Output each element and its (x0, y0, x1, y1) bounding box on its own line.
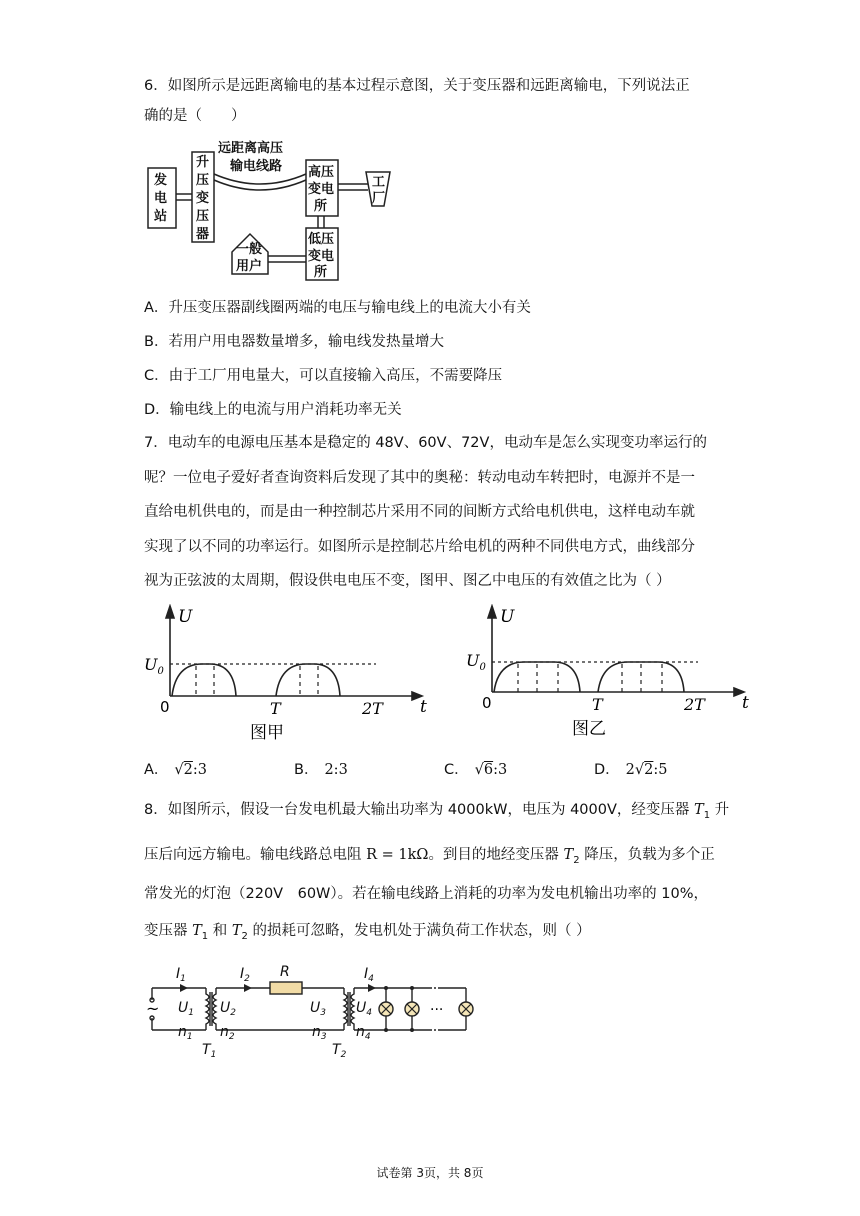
label-i4: $I_4$ (364, 966, 374, 984)
graph-jia-y-label: U (178, 607, 193, 627)
label-r: R (280, 964, 290, 980)
label-u4: $U_4$ (356, 1000, 372, 1018)
graph-jia-origin: 0 (160, 698, 170, 716)
q7-option-b: B． 2:3 (294, 762, 348, 778)
q8-stem-line4: 变压器 $T_1$ 和 $T_2$ 的损耗可忽略，发电机处于满负荷工作状态，则（ ） (144, 923, 591, 942)
label-u3: $U_3$ (310, 1000, 326, 1018)
q7-stem-line5: 视为正弦波的太周期，假设供电电压不变，图甲、图乙中电压的有效值之比为（ ） (144, 573, 671, 589)
graph-jia-u0: $U_0$ (144, 655, 164, 677)
q7-option-d: D． 2√2:5 (594, 762, 668, 778)
hv-substation-line-2: 变电 (308, 182, 335, 197)
step-up-char-1: 升 (196, 155, 210, 170)
graph-jia-tick-2t: 2T (362, 699, 383, 718)
hv-line-label-2: 输电线路 (230, 159, 283, 174)
hv-line-label-1: 远距离高压 (218, 141, 284, 156)
step-up-char-2: 压 (196, 173, 210, 188)
label-n4: $n_4$ (356, 1024, 371, 1042)
hv-substation-line-1: 高压 (308, 165, 335, 180)
q6-power-transmission-diagram (140, 138, 410, 288)
user-line-2: 用户 (236, 259, 263, 274)
label-t1: $T_1$ (202, 1042, 217, 1060)
label-i1: $I_1$ (176, 966, 186, 984)
q7-option-c: C． √6:3 (444, 762, 508, 778)
step-up-char-5: 器 (196, 227, 210, 242)
label-i2: $I_2$ (240, 966, 250, 984)
power-station-char-3: 站 (154, 209, 168, 224)
q7-graph-yi (462, 604, 752, 750)
label-u2: $U_2$ (220, 1000, 236, 1018)
q7-graph-jia (140, 604, 430, 750)
q6-stem-line1: 6．如图所示是远距离输电的基本过程示意图，关于变压器和远距离输电，下列说法正 (144, 78, 690, 94)
q8-stem-line2: 压后向远方输电。输电线路总电阻 R = 1kΩ。到目的地经变压器 $T_2$ 降压，负载为多个正 (144, 847, 715, 866)
lv-substation-line-2: 变电 (308, 249, 335, 264)
step-up-char-3: 变 (196, 191, 210, 206)
graph-yi-tick-t: T (592, 695, 603, 714)
page-footer: 试卷第 3页，共 8页 (376, 1166, 484, 1180)
power-station-char-2: 电 (154, 191, 168, 206)
q8-stem-line1: 8．如图所示，假设一台发电机最大输出功率为 4000kW，电压为 4000V，经变压器 $T_1$ 升 (144, 802, 730, 821)
q6-option-a: A．升压变压器副线圈两端的电压与输电线上的电流大小有关 (144, 300, 531, 316)
label-n3: $n_3$ (312, 1024, 327, 1042)
power-station-char-1: 发 (154, 173, 168, 188)
hv-substation-line-3: 所 (314, 199, 328, 214)
load-ellipsis: ··· (430, 1002, 444, 1018)
label-u1: $U_1$ (178, 1000, 194, 1018)
graph-jia-caption: 图甲 (250, 723, 284, 743)
label-n1: $n_1$ (178, 1024, 193, 1042)
q6-option-c: C．由于工厂用电量大，可以直接输入高压，不需要降压 (144, 368, 503, 384)
q7-stem-line4: 实现了以不同的功率运行。如图所示是控制芯片给电机的两种不同供电方式，曲线部分 (144, 539, 695, 555)
factory-char-1: 工 (372, 175, 386, 190)
q6-option-d: D．输电线上的电流与用户消耗功率无关 (144, 402, 402, 418)
label-n2: $n_2$ (220, 1024, 235, 1042)
q7-stem-line1: 7．电动车的电源电压基本是稳定的 48V、60V、72V，电动车是怎么实现变功率运行的 (144, 435, 707, 451)
q7-stem-line2: 呢？一位电子爱好者查询资料后发现了其中的奥秘：转动电动车转把时，电源并不是一 (144, 470, 695, 486)
graph-jia-tick-t: T (270, 699, 281, 718)
graph-jia-x-label: t (420, 697, 427, 717)
q8-stem-line3: 常发光的灯泡（220V 60W）。若在输电线路上消耗的功率为发电机输出功率的 10%， (144, 886, 708, 902)
factory-char-2: 厂 (372, 191, 386, 206)
user-line-1: 一般 (236, 242, 263, 257)
lv-substation-line-1: 低压 (308, 232, 335, 247)
q7-option-a: A． √2:3 (144, 762, 208, 778)
graph-yi-y-label: U (500, 607, 515, 627)
q6-stem-line2: 确的是（ ） (144, 108, 246, 124)
graph-yi-tick-2t: 2T (684, 695, 705, 714)
label-t2: $T_2$ (332, 1042, 347, 1060)
q6-option-b: B．若用户用电器数量增多，输电线发热量增大 (144, 334, 444, 350)
step-up-char-4: 压 (196, 209, 210, 224)
ac-source-symbol: ~ (146, 999, 160, 1018)
graph-yi-origin: 0 (482, 694, 492, 712)
q7-stem-line3: 直给电机供电的，而是由一种控制芯片采用不同的间断方式给电机供电，这样电动车就 (144, 504, 695, 520)
graph-yi-x-label: t (742, 693, 749, 713)
q8-circuit-diagram (140, 960, 490, 1084)
lv-substation-line-3: 所 (314, 265, 328, 280)
graph-yi-u0: $U_0$ (466, 651, 486, 673)
graph-yi-caption: 图乙 (572, 719, 606, 739)
